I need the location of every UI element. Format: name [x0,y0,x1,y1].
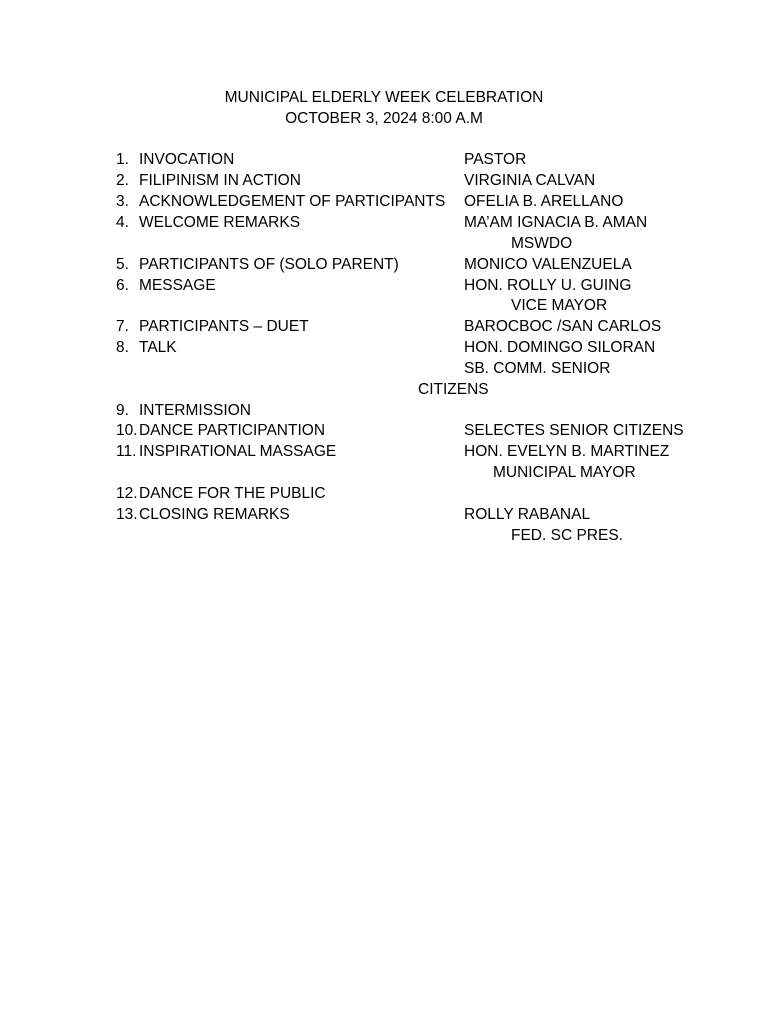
list-item-number: 2. [116,172,129,189]
person-title: SB. COMM. SENIOR [464,360,611,377]
program-person: MA’AM IGNACIA B. AMAN [464,214,648,231]
program-item: MESSAGE [139,277,216,294]
program-item: TALK [139,339,177,356]
page-title: MUNICIPAL ELDERLY WEEK CELEBRATION [224,89,544,106]
list-item-number: 13. [116,506,138,523]
person-title: FED. SC PRES. [511,527,623,544]
program-item: WELCOME REMARKS [139,214,301,231]
program-person: PASTOR [464,151,527,168]
program-item: ACKNOWLEDGEMENT OF PARTICIPANTS [139,193,446,210]
list-item-number: 1. [116,151,129,168]
program-person: VIRGINIA CALVAN [464,172,596,189]
list-item-number: 10. [116,422,138,439]
program-person: ROLLY RABANAL [464,506,591,523]
program-person: HON. EVELYN B. MARTINEZ [464,443,670,460]
program-item: DANCE FOR THE PUBLIC [139,485,326,502]
person-title: MUNICIPAL MAYOR [493,464,636,481]
program-person: HON. DOMINGO SILORAN [464,339,656,356]
program-person: HON. ROLLY U. GUING [464,277,632,294]
program-person: OFELIA B. ARELLANO [464,193,624,210]
program-person: MONICO VALENZUELA [464,256,632,273]
list-item-number: 6. [116,277,129,294]
list-item-number: 11. [116,443,137,460]
program-item: CLOSING REMARKS [139,506,290,523]
person-title-continued: CITIZENS [418,381,489,398]
program-person: SELECTES SENIOR CITIZENS [464,422,684,439]
program-item: DANCE PARTICIPANTION [139,422,326,439]
list-item-number: 7. [116,318,129,335]
program-person: BAROCBOC /SAN CARLOS [464,318,662,335]
person-title: VICE MAYOR [511,297,608,314]
program-item: INVOCATION [139,151,235,168]
program-item: FILIPINISM IN ACTION [139,172,301,189]
program-item: INSPIRATIONAL MASSAGE [139,443,337,460]
program-item: INTERMISSION [139,402,251,419]
list-item-number: 8. [116,339,129,356]
list-item-number: 12. [116,485,138,502]
list-item-number: 5. [116,256,129,273]
program-item: PARTICIPANTS – DUET [139,318,309,335]
person-title: MSWDO [511,235,573,252]
list-item-number: 4. [116,214,129,231]
list-item-number: 9. [116,402,129,419]
list-item-number: 3. [116,193,129,210]
event-date: OCTOBER 3, 2024 8:00 A.M [285,110,483,127]
program-item: PARTICIPANTS OF (SOLO PARENT) [139,256,399,273]
